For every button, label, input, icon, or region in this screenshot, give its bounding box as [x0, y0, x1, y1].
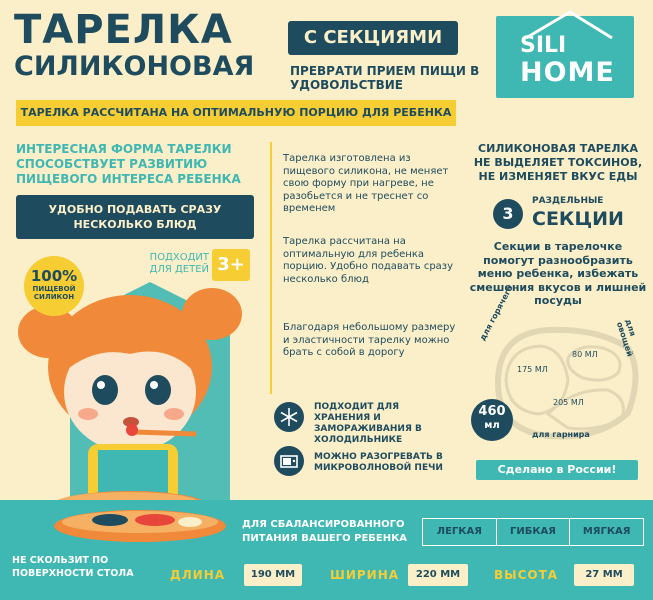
- nonslip-note: НЕ СКОЛЬЗИТ ПО ПОВЕРХНОСТИ СТОЛА: [12, 555, 134, 579]
- label-hot: для горячего: [478, 283, 515, 343]
- material-paragraph: Тарелка изготовлена из пищевого силикона, не меняет свою форму при нагреве, не разобьется и не треснет со временем: [283, 153, 449, 214]
- serve-box: УДОБНО ПОДАВАТЬ СРАЗУ НЕСКОЛЬКО БЛЮД: [16, 195, 254, 239]
- ages-label: ПОДХОДИТ ДЛЯ ДЕТЕЙ: [149, 252, 209, 275]
- tag-soft: МЯГКАЯ: [569, 519, 643, 545]
- logo-text-sili: SILI: [520, 33, 567, 58]
- portion-paragraph: Тарелка рассчитана на оптимальную для ребенка порцию. Удобно подавать сразу несколько блюд: [283, 236, 454, 285]
- logo-text-home: HOME: [520, 57, 615, 88]
- balanced-nutrition-note: ДЛЯ СБАЛАНСИРОВАННОГО ПИТАНИЯ ВАШЕГО РЕБЕНКА: [242, 519, 408, 544]
- capacity-value: 460: [478, 404, 506, 419]
- length-value: 190 ММ: [244, 564, 302, 586]
- sections-big-label: СЕКЦИИ: [532, 208, 624, 230]
- vol-hot: 175 МЛ: [517, 365, 548, 374]
- title-line2: СИЛИКОНОВАЯ: [14, 51, 255, 82]
- height-label: ВЫСОТА: [494, 568, 559, 582]
- title-line1: ТАРЕЛКА: [14, 7, 233, 53]
- microwave-feature: МОЖНО РАЗОГРЕВАТЬ В МИКРОВОЛНОВОЙ ПЕЧИ: [314, 452, 443, 473]
- width-value: 220 ММ: [408, 564, 468, 586]
- capacity-badge: [471, 399, 513, 441]
- made-in-russia: Сделано в России!: [476, 460, 638, 480]
- properties-tags: [422, 518, 644, 546]
- no-toxins-text: СИЛИКОНОВАЯ ТАРЕЛКА НЕ ВЫДЕЛЯЕТ ТОКСИНОВ, НЕ ИЗМЕНЯЕТ ВКУС ЕДЫ: [473, 142, 643, 183]
- vol-garnish: 205 МЛ: [553, 398, 584, 407]
- tag-light: ЛЕГКАЯ: [436, 526, 482, 537]
- portion-banner: ТАРЕЛКА РАССЧИТАНА НА ОПТИМАЛЬНУЮ ПОРЦИЮ ДЛЯ РЕБЕНКА: [16, 100, 456, 126]
- microwave-icon: [274, 446, 304, 476]
- vol-veg: 80 МЛ: [572, 350, 598, 359]
- badge-percent: 100%: [30, 267, 78, 285]
- badge-line2: СИЛИКОН: [33, 293, 75, 301]
- snowflake-icon: [274, 402, 304, 432]
- food-silicone-badge: [24, 256, 84, 316]
- age-badge: 3+: [212, 249, 250, 281]
- freeze-feature: ПОДХОДИТ ДЛЯ ХРАНЕНИЯ И ЗАМОРАЖИВАНИЯ В ХОЛОДИЛЬНИКЕ: [314, 402, 422, 445]
- sections-small-label: РАЗДЕЛЬНЫЕ: [532, 196, 604, 206]
- width-label: ШИРИНА: [330, 568, 400, 582]
- plate-photo: [50, 498, 230, 546]
- sections-description: Секции в тарелочке помогут разнообразить меню ребенка, избежать смешения вкусов и лишней посуды: [469, 240, 647, 307]
- tag-flexible: ГИБКАЯ: [496, 519, 570, 545]
- label-veg: для овощей: [614, 318, 638, 358]
- middle-divider: [270, 142, 272, 394]
- sections-count: 3: [493, 199, 523, 229]
- height-value: 27 ММ: [574, 564, 634, 586]
- length-label: ДЛИНА: [170, 568, 226, 582]
- subtitle: ПРЕВРАТИ ПРИЕМ ПИЩИ В УДОВОЛЬСТВИЕ: [290, 64, 480, 92]
- travel-paragraph: Благодаря небольшому размеру и эластичности тарелку можно брать с собой в дорогу: [283, 322, 456, 358]
- sections-pill: С СЕКЦИЯМИ: [288, 21, 458, 55]
- badge-line1: ПИЩЕВОЙ: [32, 285, 76, 293]
- interest-heading: ИНТЕРЕСНАЯ ФОРМА ТАРЕЛКИ СПОСОБСТВУЕТ РАЗВИТИЮ ПИЩЕВОГО ИНТЕРЕСА РЕБЕНКА: [16, 142, 241, 186]
- capacity-unit: мл: [484, 420, 500, 431]
- label-garnish: для гарнира: [532, 430, 590, 439]
